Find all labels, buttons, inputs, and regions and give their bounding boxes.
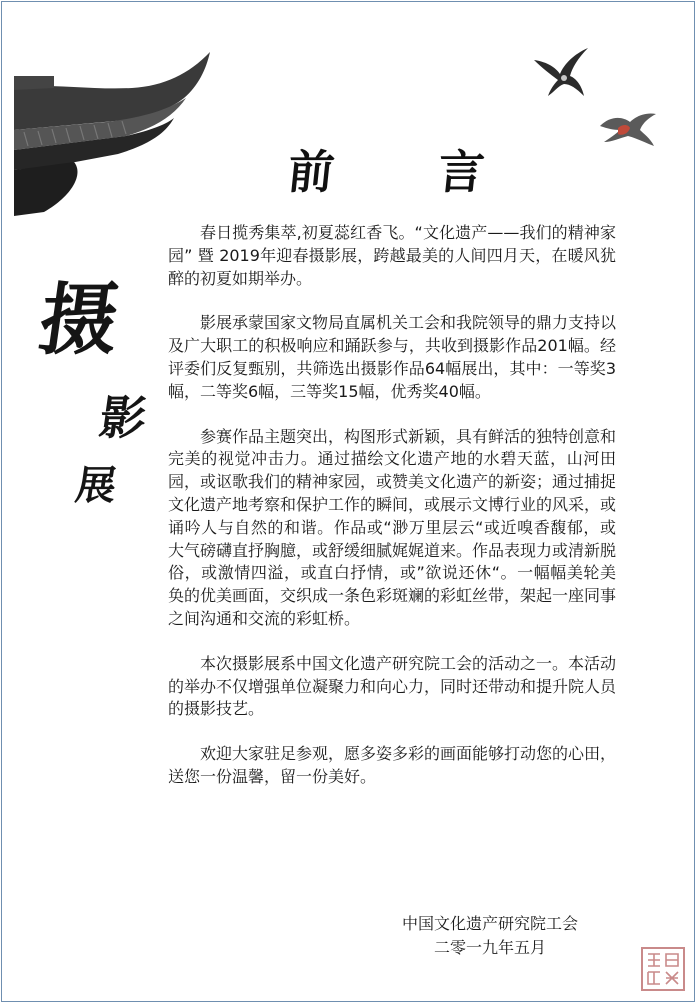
page (1, 1, 695, 1002)
paragraph: 春日揽秀集萃,初夏蕊红香飞。“文化遗产——我们的精神家园” 暨 2019年迎春摄影展，跨越最美的人间四月天，在暖风犹醉的初夏如期举办。 (168, 223, 616, 288)
side-title-char-she: 摄 (33, 275, 125, 366)
side-title-char-zhan: 展 (72, 462, 120, 509)
page-title: 前 言 (285, 145, 531, 199)
preface-body (168, 222, 616, 811)
paragraph: 欢迎大家驻足参观，愿多姿多彩的画面能够打动您的心田，送您一份温馨，留一份美好。 (168, 744, 617, 786)
paragraph: 影展承蒙国家文物局直属机关工会和我院领导的鼎力支持以及广大职工的积极响应和踊跃参与，共收到摄影作品201幅。经评委们反复甄别，共筛选出摄影作品64幅展出，其中：一等奖3幅，二等奖6幅，三等奖15幅，优秀奖40幅。 (168, 313, 617, 401)
side-title-char-ying: 影 (96, 391, 150, 445)
swallow-icon-2 (598, 108, 658, 152)
paragraph: 本次摄影展系中国文化遗产研究院工会的活动之一。本活动的举办不仅增强单位凝聚力和向心力，同时还带动和提升院人员的摄影技艺。 (168, 653, 617, 719)
swallow-icon (530, 46, 592, 98)
seal-stamp-icon (640, 946, 686, 992)
signature-date: 二零一九年五月 (434, 938, 547, 957)
paragraph: 参赛作品主题突出，构图形式新颖，具有鲜活的独特创意和完美的视觉冲击力。通过描绘文化遗产地的水碧天蓝，山河田园，或讴歌我们的精神家园，或赞美文化遗产的新姿；通过捕捉文化遗产地考察和保护工作的瞬间，或展示文博行业的风采，或诵吟人与自然的和谐。作品或“渺万里层云“或近嗅香馥郁，或大气磅礴直抒胸臆，或舒缓细腻娓娓道来。作品表现力或清新脱俗，或激情四溢，或直白抒情，或”欲说还休“。一幅幅美轮美奂的优美画面，交织成一条色彩斑斓的彩虹丝带，架起一座同事之间沟通和交流的彩虹桥。 (168, 426, 617, 628)
signature (402, 912, 622, 960)
chinese-eaves-image (14, 46, 214, 216)
signature-org: 中国文化遗产研究院工会 (402, 914, 579, 933)
